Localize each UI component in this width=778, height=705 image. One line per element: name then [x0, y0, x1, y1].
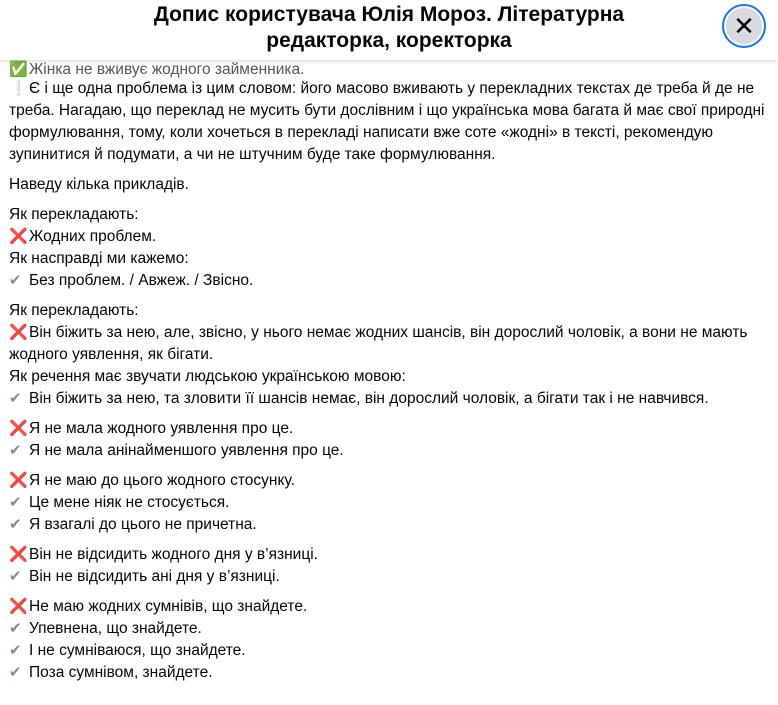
example-line — [9, 248, 771, 270]
line-text: Я не мала анінайменшого уявлення про це. — [29, 442, 344, 459]
line-text: Він біжить за нею, та зловити її шансів немає, він дорослий чоловік, а бігати так і не навчився. — [29, 390, 709, 407]
close-button[interactable] — [722, 4, 766, 48]
example-block — [9, 544, 771, 588]
line-text: Як перекладають: — [9, 302, 139, 319]
examples-list — [9, 204, 771, 684]
line-text: І не сумніваюся, що знайдете. — [29, 642, 246, 659]
example-line — [9, 388, 771, 410]
dialog-title: Допис користувача Юлія Мороз. Літературна редакторка, коректорка — [153, 3, 625, 52]
check-mark-icon: ✔ — [9, 620, 22, 637]
cross-mark-icon: ❌ — [9, 598, 28, 615]
line-text: Поза сумнівом, знайдете. — [29, 664, 213, 681]
check-mark-icon: ✔ — [9, 642, 22, 659]
close-icon: ✕ — [733, 10, 755, 41]
check-mark-icon: ✔ — [9, 390, 22, 407]
exclamation-icon: ❕ — [9, 80, 28, 97]
example-block — [9, 300, 771, 410]
cross-mark-icon: ❌ — [9, 472, 28, 489]
check-mark-icon: ✔ — [9, 516, 22, 533]
example-line — [9, 366, 771, 388]
example-line — [9, 322, 771, 366]
cross-mark-icon: ❌ — [9, 324, 28, 341]
line-text: Це мене ніяк не стосується. — [29, 494, 230, 511]
line-text: Не маю жодних сумнівів, що знайдете. — [29, 598, 308, 615]
check-mark-icon: ✔ — [9, 272, 22, 289]
cross-mark-icon: ❌ — [9, 420, 28, 437]
line-text: Як насправді ми кажемо: — [9, 250, 189, 267]
line-text: Я не маю до цього жодного стосунку. — [29, 472, 295, 489]
example-line — [9, 226, 771, 248]
example-line — [9, 492, 771, 514]
example-line — [9, 566, 771, 588]
check-mark-icon: ✔ — [9, 568, 22, 585]
check-mark-icon: ✔ — [9, 664, 22, 681]
line-text: Він не відсидить жодного дня у в’язниці. — [29, 546, 318, 563]
example-line — [9, 544, 771, 566]
example-block — [9, 470, 771, 536]
example-line — [9, 618, 771, 640]
line-text: Жодних проблем. — [29, 228, 157, 245]
text: Жінка не вживує жодного займенника. — [29, 61, 305, 78]
example-line — [9, 596, 771, 618]
line-text: Упевнена, що знайдете. — [29, 620, 202, 637]
cross-mark-icon: ❌ — [9, 546, 28, 563]
example-block — [9, 418, 771, 462]
check-mark-icon: ✔ — [9, 494, 22, 511]
example-line — [9, 204, 771, 226]
examples-intro: Наведу кілька прикладів. — [9, 176, 189, 193]
line-text: Я взагалі до цього не причетна. — [29, 516, 257, 533]
dialog-header — [0, 0, 778, 60]
example-block — [9, 596, 771, 684]
line-text: Як перекладають: — [9, 206, 139, 223]
example-line — [9, 270, 771, 292]
post-content — [9, 61, 771, 692]
example-line — [9, 640, 771, 662]
example-line — [9, 300, 771, 322]
example-block — [9, 204, 771, 292]
example-line — [9, 662, 771, 684]
text: Є і ще одна проблема із цим словом: його масово вживають у перекладних текстах де треба й де не треба. Нагадаю, що переклад не мусить бути дослівним і що українська мова багата й має свої природні формулювання, тому, коли хочеться в перекладі написати вже соте «жодні» в тексті, рекомендую зупинитися й подумати, а чи не штучним буде таке формулювання. — [9, 80, 765, 163]
example-line — [9, 514, 771, 536]
line-text: Без проблем. / Авжеж. / Звісно. — [29, 272, 254, 289]
example-line — [9, 440, 771, 462]
line-text: Він не відсидить ані дня у в’язниці. — [29, 568, 280, 585]
cross-mark-icon: ❌ — [9, 228, 28, 245]
line-text: Я не мала жодного уявлення про це. — [29, 420, 294, 437]
green-check-icon: ✅ — [9, 61, 28, 78]
intro-paragraph — [9, 78, 771, 166]
line-text: Як речення має звучати людською українською мовою: — [9, 368, 406, 385]
check-mark-icon: ✔ — [9, 442, 22, 459]
line-text: Він біжить за нею, але, звісно, у нього немає жодних шансів, він дорослий чоловік, а вони не мають жодного уявлення, як бігати. — [9, 324, 748, 363]
example-line — [9, 418, 771, 440]
cut-off-line — [9, 61, 771, 78]
example-line — [9, 470, 771, 492]
